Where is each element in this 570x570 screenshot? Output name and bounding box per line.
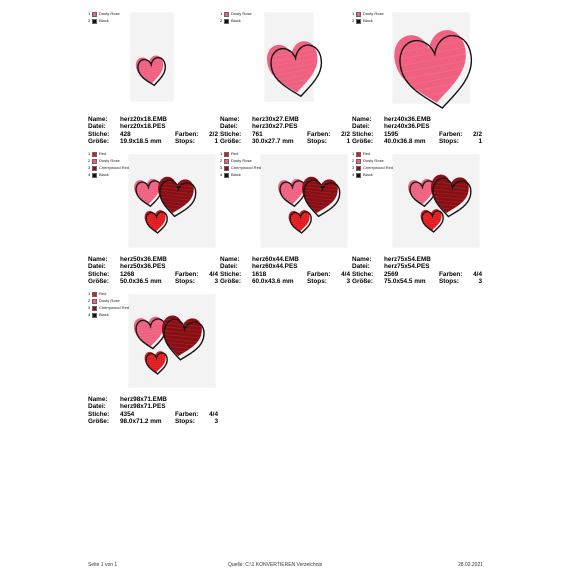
name-label: Name: [352, 116, 372, 123]
file-label: Datei: [88, 263, 106, 271]
colors-value: 2/2 [209, 130, 218, 138]
thread-color-swatch [92, 306, 97, 311]
thread-color-swatch [356, 159, 361, 164]
info-row-size [220, 138, 350, 145]
info-row-size [88, 278, 218, 285]
thread-number: 2 [352, 158, 355, 163]
info-row-size [352, 278, 482, 285]
file-value: herz30x27.PES [252, 123, 298, 131]
size-value: 98.0x71.2 mm [120, 418, 162, 426]
design-info [220, 116, 350, 146]
pink-heart-icon [135, 54, 168, 87]
thread-color-swatch [356, 152, 361, 157]
stitches-value: 1595 [384, 130, 399, 138]
page-number: Seite 1 von 1 [88, 562, 118, 568]
thread-name: Red [231, 151, 239, 156]
thread-name: Red [99, 151, 107, 156]
thread-number: 1 [352, 151, 355, 156]
info-row-stitches [88, 131, 218, 138]
thread-name: Dusty Rose [231, 158, 252, 163]
thread-name: Black [99, 312, 109, 317]
info-row-name [220, 256, 350, 263]
info-row-name [88, 256, 218, 263]
pink-heart-icon [265, 39, 326, 100]
design-preview [220, 12, 350, 110]
stops-label: Stops: [307, 138, 327, 146]
thread-color-swatch [92, 152, 97, 157]
thread-number: 2 [352, 18, 355, 23]
thread-number: 4 [88, 172, 91, 177]
stitches-value: 428 [120, 130, 131, 138]
thread-color-swatch [224, 152, 229, 157]
colors-label: Farben: [175, 270, 199, 278]
design-info [88, 396, 218, 426]
stops-value: 3 [346, 278, 350, 286]
stitches-label: Stiche: [352, 130, 374, 138]
size-label: Größe: [88, 278, 109, 286]
stops-label: Stops: [175, 278, 195, 286]
thread-name: Black [363, 18, 373, 23]
name-label: Name: [88, 256, 108, 263]
thread-name: Dusty Rose [99, 158, 120, 163]
stops-label: Stops: [439, 278, 459, 286]
name-label: Name: [88, 116, 108, 123]
design-info [352, 256, 482, 286]
size-label: Größe: [88, 138, 109, 146]
red-heart-icon [420, 209, 444, 233]
stitches-label: Stiche: [88, 130, 110, 138]
thread-color-swatch [356, 19, 361, 24]
stops-value: 3 [478, 278, 482, 286]
info-row-file [88, 403, 218, 410]
file-label: Datei: [88, 123, 106, 131]
single-heart-icon [352, 12, 482, 110]
size-value: 30.0x27.7 mm [252, 138, 294, 146]
colors-label: Farben: [307, 130, 331, 138]
thread-color-swatch [92, 173, 97, 178]
thread-color-swatch [224, 166, 229, 171]
info-row-file [352, 263, 482, 270]
size-label: Größe: [352, 138, 373, 146]
stops-value: 1 [346, 138, 350, 146]
thread-color-swatch [92, 299, 97, 304]
thread-number: 1 [88, 291, 91, 296]
name-value: herz30x27.EMB [252, 116, 299, 123]
single-heart-icon [220, 12, 350, 110]
thread-number: 3 [88, 305, 91, 310]
name-value: herz40x36.EMB [384, 116, 431, 123]
thread-number: 3 [88, 165, 91, 170]
info-row-size [88, 138, 218, 145]
thread-number: 2 [88, 158, 91, 163]
name-value: herz60x44.EMB [252, 256, 299, 263]
colors-label: Farben: [175, 410, 199, 418]
info-row-name [88, 116, 218, 123]
colors-label: Farben: [307, 270, 331, 278]
design-info [88, 256, 218, 286]
stitches-value: 761 [252, 130, 263, 138]
thread-name: Black [99, 18, 109, 23]
file-label: Datei: [88, 403, 106, 411]
size-value: 60.0x43.6 mm [252, 278, 294, 286]
stitches-label: Stiche: [88, 270, 110, 278]
pink-heart-icon [392, 27, 478, 113]
size-value: 75.0x54.5 mm [384, 278, 426, 286]
thread-number: 1 [88, 151, 91, 156]
file-label: Datei: [352, 123, 370, 131]
colors-value: 2/2 [473, 130, 482, 138]
thread-color-swatch [224, 159, 229, 164]
stops-label: Stops: [175, 418, 195, 426]
info-row-name [220, 116, 350, 123]
file-value: herz60x44.PES [252, 263, 298, 271]
colors-label: Farben: [439, 130, 463, 138]
thread-number: 3 [352, 165, 355, 170]
file-value: herz20x18.PES [120, 123, 166, 131]
thread-name: Dusty Rose [363, 11, 384, 16]
info-row-size [220, 278, 350, 285]
stops-value: 3 [214, 278, 218, 286]
size-value: 50.0x36.5 mm [120, 278, 162, 286]
size-value: 40.0x36.8 mm [384, 138, 426, 146]
thread-color-swatch [92, 19, 97, 24]
info-row-stitches [352, 271, 482, 278]
thread-name: Dusty Rose [99, 298, 120, 303]
thread-name: Dusty Rose [363, 158, 384, 163]
info-row-file [352, 123, 482, 130]
thread-color-swatch [356, 173, 361, 178]
thread-name: Red [99, 291, 107, 296]
thread-color-swatch [92, 159, 97, 164]
red-heart-icon [144, 351, 168, 375]
info-row-stitches [352, 131, 482, 138]
thread-number: 2 [220, 18, 223, 23]
name-value: herz98x71.EMB [120, 396, 167, 403]
info-row-name [88, 396, 218, 403]
colors-value: 4/4 [473, 270, 482, 278]
single-heart-icon [88, 12, 218, 110]
name-label: Name: [220, 116, 240, 123]
thread-name: Cherrywood Red [363, 165, 394, 170]
stops-label: Stops: [439, 138, 459, 146]
size-label: Größe: [220, 278, 241, 286]
design-info [352, 116, 482, 146]
size-label: Größe: [88, 418, 109, 426]
thread-number: 4 [352, 172, 355, 177]
file-label: Datei: [352, 263, 370, 271]
stops-value: 1 [214, 138, 218, 146]
thread-name: Red [363, 151, 371, 156]
thread-number: 1 [88, 11, 91, 16]
thread-color-swatch [356, 166, 361, 171]
stitches-value: 1618 [252, 270, 267, 278]
colors-label: Farben: [439, 270, 463, 278]
info-row-size [352, 138, 482, 145]
stitches-label: Stiche: [220, 130, 242, 138]
design-info [88, 116, 218, 146]
info-row-file [88, 123, 218, 130]
stops-label: Stops: [307, 278, 327, 286]
design-preview [88, 12, 218, 110]
colors-label: Farben: [175, 130, 199, 138]
name-label: Name: [352, 256, 372, 263]
file-value: herz75x54.PES [384, 263, 430, 271]
info-row-file [88, 263, 218, 270]
info-row-file [220, 123, 350, 130]
info-row-file [220, 263, 350, 270]
thread-name: Cherrywood Red [231, 165, 262, 170]
thread-number: 2 [88, 18, 91, 23]
stitches-label: Stiche: [352, 270, 374, 278]
design-preview [352, 12, 482, 110]
thread-number: 2 [88, 298, 91, 303]
name-value: herz20x18.EMB [120, 116, 167, 123]
file-label: Datei: [220, 263, 238, 271]
stops-value: 3 [214, 418, 218, 426]
info-row-name [352, 256, 482, 263]
thread-color-swatch [92, 292, 97, 297]
thread-number: 2 [220, 158, 223, 163]
name-label: Name: [88, 396, 108, 403]
thread-name: Cherrywood Red [99, 305, 130, 310]
thread-color-swatch [92, 313, 97, 318]
info-row-stitches [220, 271, 350, 278]
colors-value: 4/4 [209, 270, 218, 278]
thread-name: Cherrywood Red [99, 165, 130, 170]
name-label: Name: [220, 256, 240, 263]
info-row-stitches [88, 271, 218, 278]
stitches-label: Stiche: [88, 410, 110, 418]
size-label: Größe: [220, 138, 241, 146]
file-value: herz50x36.PES [120, 263, 166, 271]
thread-color-swatch [224, 12, 229, 17]
design-info [220, 256, 350, 286]
stops-value: 1 [478, 138, 482, 146]
thread-number: 3 [220, 165, 223, 170]
thread-name: Black [363, 172, 373, 177]
info-row-stitches [88, 411, 218, 418]
thread-number: 1 [220, 151, 223, 156]
thread-name: Dusty Rose [99, 11, 120, 16]
source-path: Quelle: C:\1 KONVERTIEREN Verzeichnis [228, 562, 323, 568]
colors-value: 4/4 [209, 410, 218, 418]
file-value: herz98x71.PES [120, 403, 166, 411]
thread-number: 1 [220, 11, 223, 16]
name-value: herz75x54.EMB [384, 256, 431, 263]
thread-name: Black [231, 172, 241, 177]
info-row-size [88, 418, 218, 425]
file-value: herz40x36.PES [384, 123, 430, 131]
colors-value: 2/2 [341, 130, 350, 138]
stitches-label: Stiche: [220, 270, 242, 278]
stitches-value: 1268 [120, 270, 135, 278]
colors-value: 4/4 [341, 270, 350, 278]
file-label: Datei: [220, 123, 238, 131]
thread-color-swatch [92, 12, 97, 17]
thread-number: 1 [352, 11, 355, 16]
thread-color-swatch [92, 166, 97, 171]
thread-color-swatch [224, 173, 229, 178]
size-value: 19.9x18.5 mm [120, 138, 162, 146]
thread-color-swatch [356, 12, 361, 17]
name-value: herz50x36.EMB [120, 256, 167, 263]
info-row-stitches [220, 131, 350, 138]
thread-number: 4 [220, 172, 223, 177]
info-row-name [352, 116, 482, 123]
thread-number: 4 [88, 312, 91, 317]
thread-name: Black [99, 172, 109, 177]
print-date: 28.02.2021 [458, 562, 484, 568]
size-label: Größe: [352, 278, 373, 286]
red-heart-icon [144, 210, 168, 234]
stitches-value: 2569 [384, 270, 399, 278]
thread-name: Dusty Rose [231, 11, 252, 16]
stops-label: Stops: [175, 138, 195, 146]
thread-name: Black [231, 18, 241, 23]
stitches-value: 4354 [120, 410, 135, 418]
thread-color-swatch [224, 19, 229, 24]
red-heart-icon [288, 210, 312, 234]
